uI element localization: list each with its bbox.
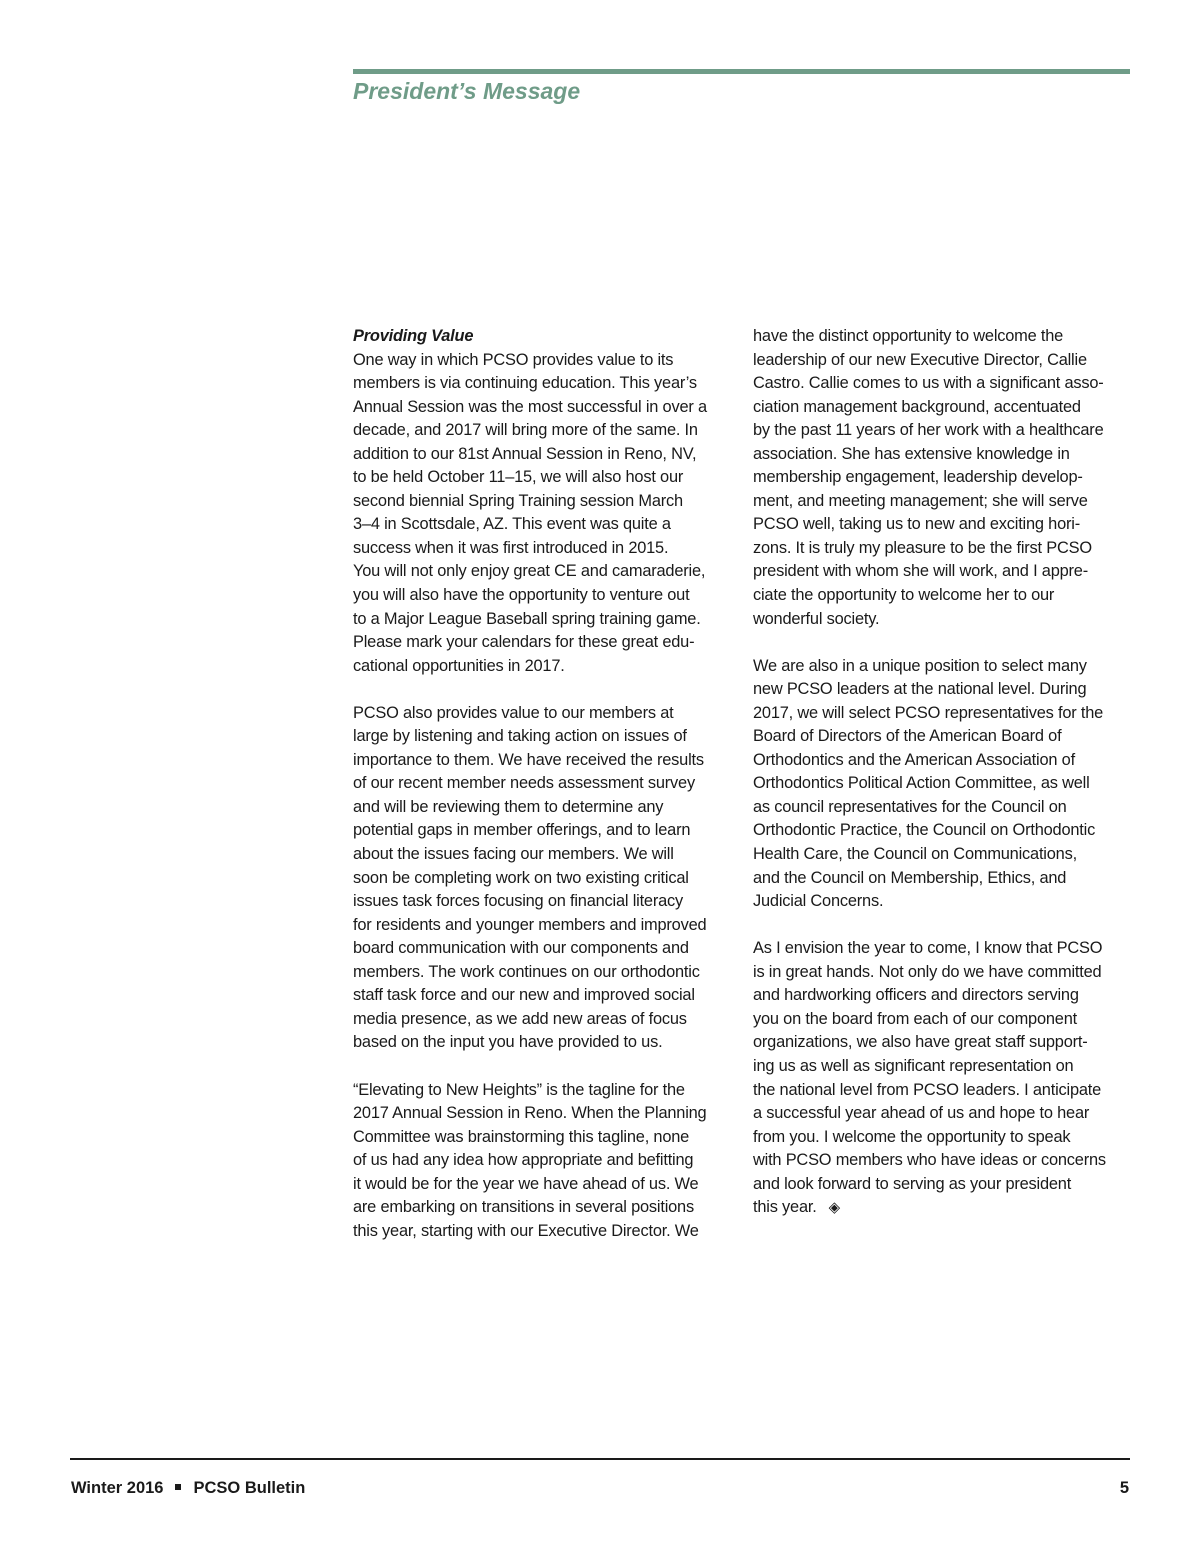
text-line: ment, and meeting management; she will serve — [753, 491, 1088, 510]
text-line: addition to our 81st Annual Session in Reno, NV, — [353, 444, 697, 463]
text-line: Committee was brainstorming this tagline, none — [353, 1127, 690, 1146]
text-line: second biennial Spring Training session March — [353, 491, 683, 510]
text-line: membership engagement, leadership develop- — [753, 468, 1083, 487]
text-line: wonderful society. — [753, 609, 880, 628]
text-line: for residents and younger members and improved — [353, 915, 707, 934]
text-line: 3–4 in Scottsdale, AZ. This event was quite a — [353, 515, 671, 534]
text-line: Annual Session was the most successful in over a — [353, 397, 707, 416]
text-line: cational opportunities in 2017. — [353, 656, 565, 675]
right-column-text — [753, 325, 1133, 1220]
text-line: One way in which PCSO provides value to its — [353, 350, 674, 369]
text-line: to be held October 11–15, we will also host our — [353, 468, 684, 487]
text-line: As I envision the year to come, I know that PCSO — [753, 939, 1103, 958]
text-line: and the Council on Membership, Ethics, and — [753, 868, 1067, 887]
text-line: of our recent member needs assessment survey — [353, 774, 695, 793]
text-line: have the distinct opportunity to welcome the — [753, 327, 1064, 345]
text-line: president with whom she will work, and I appre- — [753, 562, 1088, 581]
text-line: PCSO well, taking us to new and exciting hori- — [753, 515, 1080, 534]
footer-separator-icon — [175, 1484, 181, 1490]
text-line: and will be reviewing them to determine any — [353, 797, 664, 816]
article-column-left — [353, 325, 733, 1243]
final-line — [753, 1196, 1133, 1220]
text-line: Orthodontic Practice, the Council on Orthodontic — [753, 821, 1096, 840]
text-line: soon be completing work on two existing critical — [353, 868, 689, 887]
text-line: is in great hands. Not only do we have committed — [753, 962, 1102, 981]
text-line: ciate the opportunity to welcome her to our — [753, 586, 1055, 605]
text-line: potential gaps in member offerings, and to learn — [353, 821, 691, 840]
page-number: 5 — [1119, 1479, 1129, 1497]
text-line: with PCSO members who have ideas or concerns — [753, 1151, 1106, 1170]
text-line: members is via continuing education. This year’s — [353, 374, 697, 393]
text-line: and look forward to serving as your president — [753, 1174, 1072, 1193]
text-line: as council representatives for the Council on — [753, 797, 1067, 816]
text-line: media presence, as we add new areas of focus — [353, 1009, 687, 1028]
text-line: ing us as well as significant representation on — [753, 1056, 1074, 1075]
paragraph-break — [353, 1055, 733, 1079]
text-line: Orthodontics Political Action Committee, as well — [753, 774, 1090, 793]
footer-issue: Winter 2016 — [71, 1479, 164, 1497]
text-line: Please mark your calendars for these great edu- — [353, 633, 695, 652]
footer-rule — [70, 1458, 1130, 1460]
text-line: to a Major League Baseball spring training game. — [353, 609, 701, 628]
text-line: Board of Directors of the American Board of — [753, 727, 1062, 746]
header-rule — [353, 69, 1130, 74]
text-line: this year. — [753, 1198, 817, 1217]
end-of-article-icon: ◈ — [828, 1199, 840, 1217]
text-line: about the issues facing our members. We will — [353, 845, 674, 864]
text-line: success when it was first introduced in 2015. — [353, 538, 669, 557]
left-column-text — [353, 349, 733, 1244]
text-line: this year, starting with our Executive Director. We — [353, 1221, 699, 1240]
text-line: you on the board from each of our component — [753, 1009, 1077, 1028]
text-line: Health Care, the Council on Communications, — [753, 845, 1077, 864]
text-line: it would be for the year we have ahead of us. We — [353, 1174, 699, 1193]
text-line: from you. I welcome the opportunity to speak — [753, 1127, 1071, 1146]
article-subhead: Providing Value — [353, 327, 474, 345]
text-line: Orthodontics and the American Association of — [753, 750, 1075, 769]
text-line: organizations, we also have great staff support- — [753, 1033, 1088, 1052]
text-line: staff task force and our new and improved social — [353, 986, 695, 1005]
text-line: Castro. Callie comes to us with a significant asso- — [753, 374, 1104, 393]
text-line: board communication with our components and — [353, 939, 689, 958]
text-line: by the past 11 years of her work with a healthcare — [753, 421, 1104, 440]
paragraph-break — [753, 631, 1133, 655]
text-line: you will also have the opportunity to venture out — [353, 586, 690, 605]
text-line: Judicial Concerns. — [753, 892, 884, 911]
text-line: decade, and 2017 will bring more of the same. In — [353, 421, 698, 440]
text-line: new PCSO leaders at the national level. During — [753, 680, 1087, 699]
footer-issue-info — [71, 1479, 305, 1498]
text-line: zons. It is truly my pleasure to be the first PCSO — [753, 538, 1092, 557]
text-line: based on the input you have provided to us. — [353, 1033, 663, 1052]
text-line: members. The work continues on our orthodontic — [353, 962, 700, 981]
text-line: PCSO also provides value to our members at — [353, 703, 674, 722]
article-column-right — [753, 325, 1133, 1220]
text-line: leadership of our new Executive Director, Callie — [753, 350, 1087, 369]
text-line: of us had any idea how appropriate and befitting — [353, 1151, 694, 1170]
text-line: large by listening and taking action on issues of — [353, 727, 687, 746]
text-line: 2017 Annual Session in Reno. When the Planning — [353, 1104, 707, 1123]
text-line: “Elevating to New Heights” is the tagline for the — [353, 1080, 685, 1099]
text-line: We are also in a unique position to select many — [753, 656, 1087, 675]
text-line: and hardworking officers and directors serving — [753, 986, 1079, 1005]
text-line: 2017, we will select PCSO representatives for the — [753, 703, 1104, 722]
text-line: the national level from PCSO leaders. I anticipate — [753, 1080, 1102, 1099]
text-line: importance to them. We have received the results — [353, 750, 704, 769]
text-line: ciation management background, accentuated — [753, 397, 1081, 416]
footer-publication: PCSO Bulletin — [193, 1479, 306, 1497]
text-line: a successful year ahead of us and hope to hear — [753, 1104, 1090, 1123]
text-line: association. She has extensive knowledge in — [753, 444, 1070, 463]
text-line: issues task forces focusing on financial literacy — [353, 892, 684, 911]
text-line: You will not only enjoy great CE and camaraderie, — [353, 562, 706, 581]
paragraph-break — [753, 914, 1133, 938]
text-line: are embarking on transitions in several positions — [353, 1198, 694, 1217]
paragraph-break — [353, 678, 733, 702]
section-title: President’s Message — [353, 78, 581, 104]
